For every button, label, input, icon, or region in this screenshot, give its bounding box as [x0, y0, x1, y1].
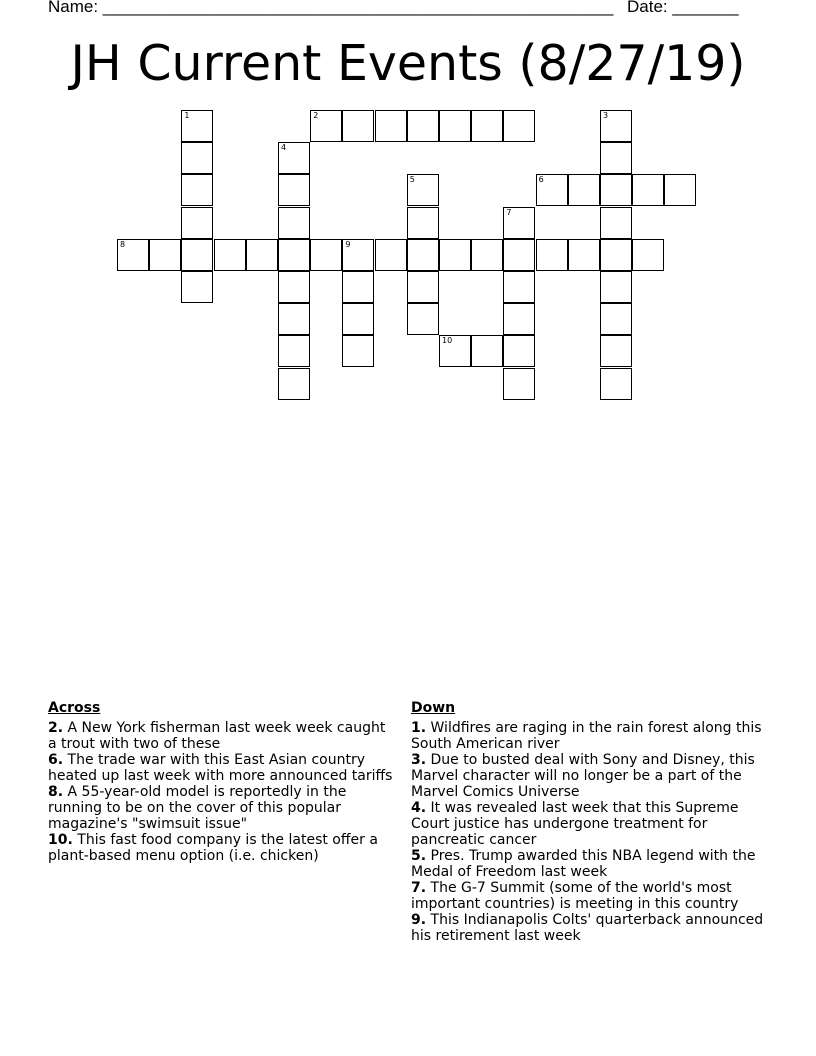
crossword-cell[interactable] — [181, 110, 213, 142]
clue-text: A 55-year-old model is reportedly in the running to be on the cover of this popular magazine's "swimsuit issue" — [48, 784, 347, 832]
crossword-cell[interactable] — [439, 335, 471, 367]
cell-number: 9 — [345, 239, 351, 249]
cell-number: 1 — [184, 111, 190, 120]
clue-text: The G-7 Summit (some of the world's most important countries) is meeting in this country — [411, 880, 739, 912]
cell-number: 4 — [281, 143, 287, 153]
crossword-cell[interactable] — [600, 142, 632, 174]
crossword-cell[interactable] — [149, 239, 181, 271]
clue-number: 7. — [411, 880, 427, 896]
crossword-cell[interactable] — [600, 368, 632, 400]
down-clue — [411, 800, 771, 848]
down-clue — [411, 720, 771, 752]
crossword-cell[interactable] — [181, 239, 213, 271]
crossword-cell[interactable] — [407, 174, 439, 206]
cell-number: 8 — [120, 239, 126, 249]
crossword-cell[interactable] — [600, 335, 632, 367]
cell-number: 2 — [313, 111, 319, 120]
clue-number: 4. — [411, 800, 427, 816]
name-field[interactable]: Name: ______________________________________________________ — [48, 0, 614, 16]
crossword-cell[interactable] — [278, 368, 310, 400]
clue-number: 6. — [48, 752, 64, 768]
cell-number: 5 — [409, 175, 415, 185]
clue-number: 5. — [411, 848, 427, 864]
date-field[interactable]: Date: _______ — [627, 0, 739, 16]
crossword-cell[interactable] — [310, 110, 342, 142]
crossword-cell[interactable] — [471, 239, 503, 271]
crossword-cell[interactable] — [536, 239, 568, 271]
crossword-cell[interactable] — [600, 174, 632, 206]
crossword-cell[interactable] — [503, 368, 535, 400]
clue-text: Pres. Trump awarded this NBA legend with the Medal of Freedom last week — [411, 848, 756, 880]
crossword-cell[interactable] — [342, 110, 374, 142]
crossword-cell[interactable] — [407, 239, 439, 271]
down-clues — [411, 700, 771, 944]
crossword-cell[interactable] — [503, 303, 535, 335]
across-heading: Across — [48, 700, 101, 716]
clue-number: 9. — [411, 912, 427, 928]
cell-number: 7 — [506, 207, 512, 217]
crossword-cell[interactable] — [503, 110, 535, 142]
crossword-cell[interactable] — [278, 174, 310, 206]
across-clue — [48, 752, 398, 784]
cell-number: 6 — [538, 175, 544, 185]
crossword-cell[interactable] — [503, 207, 535, 239]
cell-number: 10 — [442, 336, 453, 346]
page-title: JH Current Events (8/27/19) — [70, 35, 746, 92]
down-clue — [411, 848, 771, 880]
crossword-cell[interactable] — [568, 239, 600, 271]
clue-text: This fast food company is the latest offer a plant-based menu option (i.e. chicken) — [48, 832, 378, 864]
crossword-cell[interactable] — [278, 142, 310, 174]
crossword-cell[interactable] — [503, 239, 535, 271]
crossword-cell[interactable] — [342, 239, 374, 271]
crossword-cell[interactable] — [117, 239, 149, 271]
across-clues — [48, 700, 398, 864]
crossword-cell[interactable] — [439, 110, 471, 142]
clue-number: 1. — [411, 720, 427, 736]
clue-text: It was revealed last week that this Supreme Court justice has undergone treatment for pancreatic cancer — [411, 800, 739, 848]
crossword-cell[interactable] — [278, 335, 310, 367]
crossword-cell[interactable] — [600, 110, 632, 142]
crossword-cell[interactable] — [600, 207, 632, 239]
across-clue — [48, 784, 398, 832]
crossword-cell[interactable] — [214, 239, 246, 271]
crossword-cell[interactable] — [536, 174, 568, 206]
crossword-cell[interactable] — [632, 239, 664, 271]
crossword-cell[interactable] — [310, 239, 342, 271]
cell-number: 3 — [603, 111, 609, 120]
clue-text: The trade war with this East Asian country heated up last week with more announced tariffs — [48, 752, 393, 784]
down-clue — [411, 752, 771, 800]
clue-text: A New York fisherman last week week caught a trout with two of these — [48, 720, 386, 752]
crossword-cell[interactable] — [503, 271, 535, 303]
crossword-cell[interactable] — [342, 303, 374, 335]
clue-text: Wildfires are raging in the rain forest along this South American river — [411, 720, 762, 752]
clue-number: 2. — [48, 720, 64, 736]
crossword-cell[interactable] — [278, 207, 310, 239]
down-heading: Down — [411, 700, 456, 716]
across-clue — [48, 720, 398, 752]
crossword-cell[interactable] — [342, 271, 374, 303]
crossword-cell[interactable] — [375, 110, 407, 142]
clue-text: This Indianapolis Colts' quarterback announced his retirement last week — [411, 912, 764, 944]
crossword-cell[interactable] — [600, 239, 632, 271]
crossword-cell[interactable] — [375, 239, 407, 271]
crossword-cell[interactable] — [181, 207, 213, 239]
crossword-cell[interactable] — [181, 142, 213, 174]
crossword-cell[interactable] — [278, 303, 310, 335]
down-clue — [411, 912, 771, 944]
crossword-cell[interactable] — [407, 271, 439, 303]
crossword-cell[interactable] — [568, 174, 600, 206]
crossword-cell[interactable] — [181, 271, 213, 303]
crossword-cell[interactable] — [246, 239, 278, 271]
crossword-cell[interactable] — [278, 271, 310, 303]
crossword-cell[interactable] — [407, 303, 439, 335]
crossword-cell[interactable] — [278, 239, 310, 271]
crossword-cell[interactable] — [471, 335, 503, 367]
crossword-cell[interactable] — [439, 239, 471, 271]
crossword-cell[interactable] — [600, 303, 632, 335]
crossword-cell[interactable] — [471, 110, 503, 142]
crossword-cell[interactable] — [632, 174, 664, 206]
crossword-cell[interactable] — [407, 110, 439, 142]
crossword-cell[interactable] — [407, 207, 439, 239]
clue-number: 10. — [48, 832, 73, 848]
down-clue — [411, 880, 771, 912]
crossword-cell[interactable] — [664, 174, 696, 206]
clue-number: 8. — [48, 784, 64, 800]
crossword-grid — [0, 0, 816, 420]
clue-text: Due to busted deal with Sony and Disney, this Marvel character will no longer be a part of the Marvel Comics Universe — [411, 752, 755, 800]
crossword-cell[interactable] — [503, 335, 535, 367]
clue-number: 3. — [411, 752, 427, 768]
crossword-cell[interactable] — [600, 271, 632, 303]
across-clue — [48, 832, 398, 864]
crossword-cell[interactable] — [342, 335, 374, 367]
crossword-cell[interactable] — [181, 174, 213, 206]
